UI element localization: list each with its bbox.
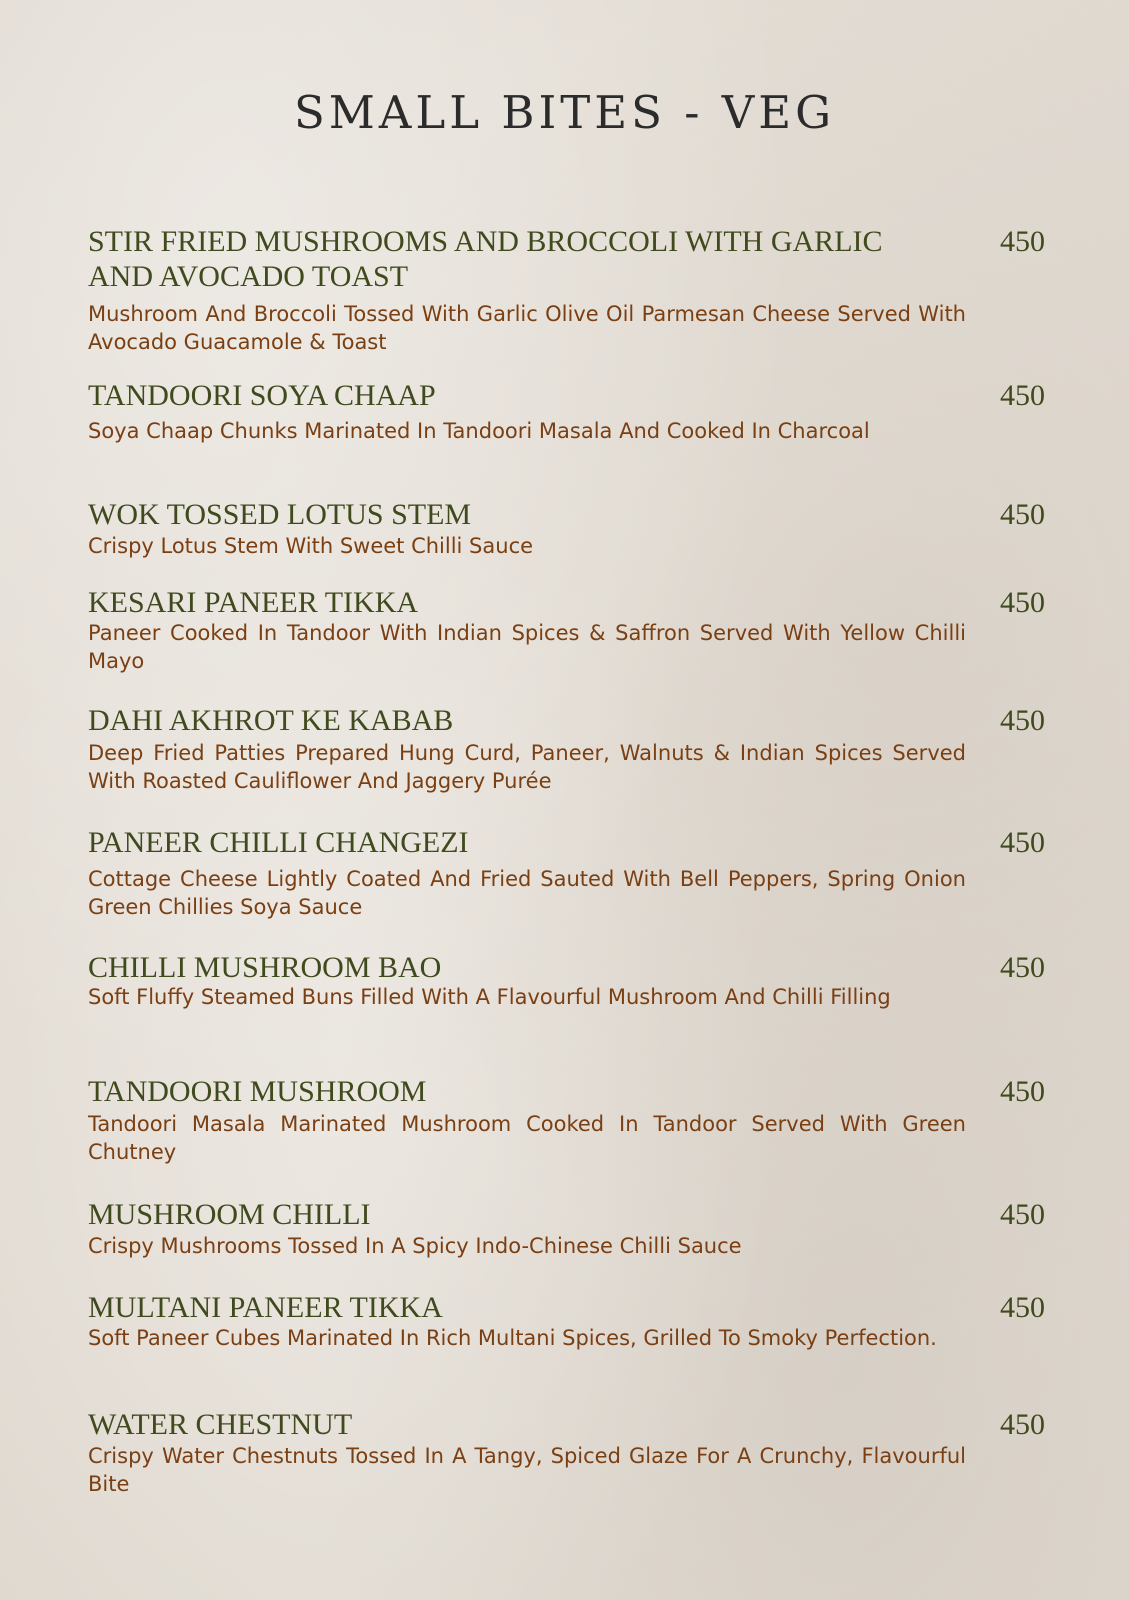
item-description: Soya Chaap Chunks Marinated In Tandoori Masala And Cooked In Charcoal: [88, 419, 870, 443]
item-price: 450: [1000, 379, 1045, 412]
item-price: 450: [1000, 1291, 1045, 1324]
item-description: Crispy Lotus Stem With Sweet Chilli Sauce: [88, 534, 534, 558]
item-name: CHILLI MUSHROOM BAO: [88, 951, 442, 984]
item-description: Soft Fluffy Steamed Buns Filled With A Flavourful Mushroom And Chilli Filling: [88, 985, 891, 1009]
item-description: Paneer Cooked In Tandoor With Indian Spices & Saffron Served With Yellow Chilli Mayo: [88, 621, 966, 673]
item-price: 450: [1000, 826, 1045, 859]
item-price: 450: [1000, 225, 1045, 258]
item-price: 450: [1000, 1075, 1045, 1108]
item-name: STIR FRIED MUSHROOMS AND BROCCOLI WITH GARLIC AND AVOCADO TOAST: [88, 225, 883, 293]
item-description: Deep Fried Patties Prepared Hung Curd, Paneer, Walnuts & Indian Spices Served With Roasted Cauliflower And Jaggery Purée: [88, 741, 966, 793]
item-name: WATER CHESTNUT: [88, 1408, 353, 1441]
item-description: Soft Paneer Cubes Marinated In Rich Multani Spices, Grilled To Smoky Perfection.: [88, 1326, 937, 1350]
item-name: TANDOORI SOYA CHAAP: [88, 379, 436, 412]
item-name: DAHI AKHROT KE KABAB: [88, 704, 454, 737]
item-name: MULTANI PANEER TIKKA: [88, 1291, 443, 1324]
item-description: Crispy Water Chestnuts Tossed In A Tangy, Spiced Glaze For A Crunchy, Flavourful Bite: [88, 1444, 966, 1496]
item-description: Crispy Mushrooms Tossed In A Spicy Indo-Chinese Chilli Sauce: [88, 1234, 742, 1258]
item-price: 450: [1000, 951, 1045, 984]
item-name: TANDOORI MUSHROOM: [88, 1075, 427, 1108]
item-name: KESARI PANEER TIKKA: [88, 586, 419, 619]
item-description: Tandoori Masala Marinated Mushroom Cooked In Tandoor Served With Green Chutney: [88, 1112, 966, 1164]
item-price: 450: [1000, 586, 1045, 619]
item-name: WOK TOSSED LOTUS STEM: [88, 498, 472, 531]
item-price: 450: [1000, 1408, 1045, 1441]
menu-title: SMALL BITES - VEG: [293, 86, 836, 139]
item-description: Mushroom And Broccoli Tossed With Garlic Olive Oil Parmesan Cheese Served With Avocado Guacamole & Toast: [88, 302, 966, 354]
item-name: PANEER CHILLI CHANGEZI: [88, 826, 469, 859]
item-price: 450: [1000, 498, 1045, 531]
item-price: 450: [1000, 704, 1045, 737]
item-name: MUSHROOM CHILLI: [88, 1198, 371, 1231]
item-description: Cottage Cheese Lightly Coated And Fried Sauted With Bell Peppers, Spring Onion Green Chillies Soya Sauce: [88, 867, 966, 919]
item-price: 450: [1000, 1198, 1045, 1231]
